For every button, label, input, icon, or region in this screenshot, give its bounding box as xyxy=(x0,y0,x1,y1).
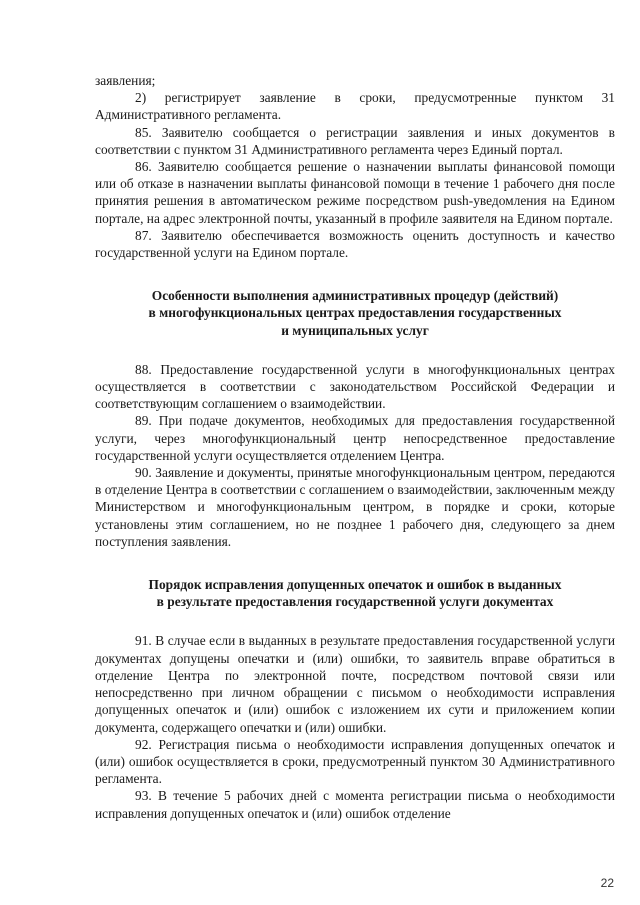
document-body xyxy=(95,72,615,822)
paragraph-87: 87. Заявителю обеспечивается возможность оценить доступность и качество государственной услуги на Едином портале. xyxy=(95,227,615,261)
section-heading-mfc xyxy=(95,287,615,339)
paragraph-85: 85. Заявителю сообщается о регистрации заявления и иных документов в соответствии с пунктом 31 Административного регламента через Единый портал. xyxy=(95,124,615,157)
paragraph-93: 93. В течение 5 рабочих дней с момента регистрации письма о необходимости исправления допущенных опечаток и (или) ошибок отделение xyxy=(95,788,615,821)
paragraph-92: 92. Регистрация письма о необходимости исправления допущенных опечаток и (или) ошибок осуществляется в сроки, предусмотренный пунктом 30 Административного регламента. xyxy=(95,736,615,787)
paragraph-90: 90. Заявление и документы, принятые многофункциональным центром, передаются в отделение Центра в соответствии с соглашением о взаимодействии, заключенным между Министерством и многофункциональным центром, в порядке и сроки, которые установлены этим соглашением, но не позднее 1 рабочего дня, следующего за днем поступления заявления. xyxy=(95,465,615,549)
paragraph-continuation: заявления; xyxy=(95,73,156,88)
page-number: 22 xyxy=(600,876,614,890)
paragraph-89: 89. При подаче документов, необходимых для предоставления государственной услуги, через многофункциональный центр непосредственное предоставление государственной услуги осуществляется отделением Центра. xyxy=(95,413,615,463)
section-heading-corrections xyxy=(95,576,615,610)
heading-line: в результате предоставления государственной услуги документах xyxy=(156,594,554,610)
paragraph-91: 91. В случае если в выданных в результате предоставления государственной услуги документах допущены опечатки и (или) ошибки, то заявитель вправе обратиться в отделение Центра по электронной почте, посредством почтовой связи или непосредственно при личном обращении с письмом о необходимости исправления допущенных опечаток и (или) ошибок с изложением их сути и приложением копии документа, содержащего опечатки и (или) ошибки. xyxy=(95,633,615,735)
paragraph-86: 86. Заявителю сообщается решение о назначении выплаты финансовой помощи или об отказе в назначении выплаты финансовой помощи в течение 1 рабочего дня после принятия решения в автоматическом режиме посредством push-уведомления на Едином портале, на адрес электронной почты, указанный в профиле заявителя на Едином портале. xyxy=(95,159,615,226)
heading-line: в многофункциональных центрах предоставления государственных xyxy=(148,305,562,321)
paragraph-88: 88. Предоставление государственной услуги в многофункциональных центрах осуществляется в соответствии с законодательством Российской Федерации и соответствующим соглашением о взаимодействии. xyxy=(95,361,615,412)
heading-line: Особенности выполнения административных процедур (действий) xyxy=(151,288,559,304)
heading-line: Порядок исправления допущенных опечаток и ошибок в выданных xyxy=(148,577,562,593)
paragraph-item-2: 2) регистрирует заявление в сроки, предусмотренные пунктом 31 Административного регламента. xyxy=(95,90,615,123)
heading-line: и муниципальных услуг xyxy=(281,322,429,338)
